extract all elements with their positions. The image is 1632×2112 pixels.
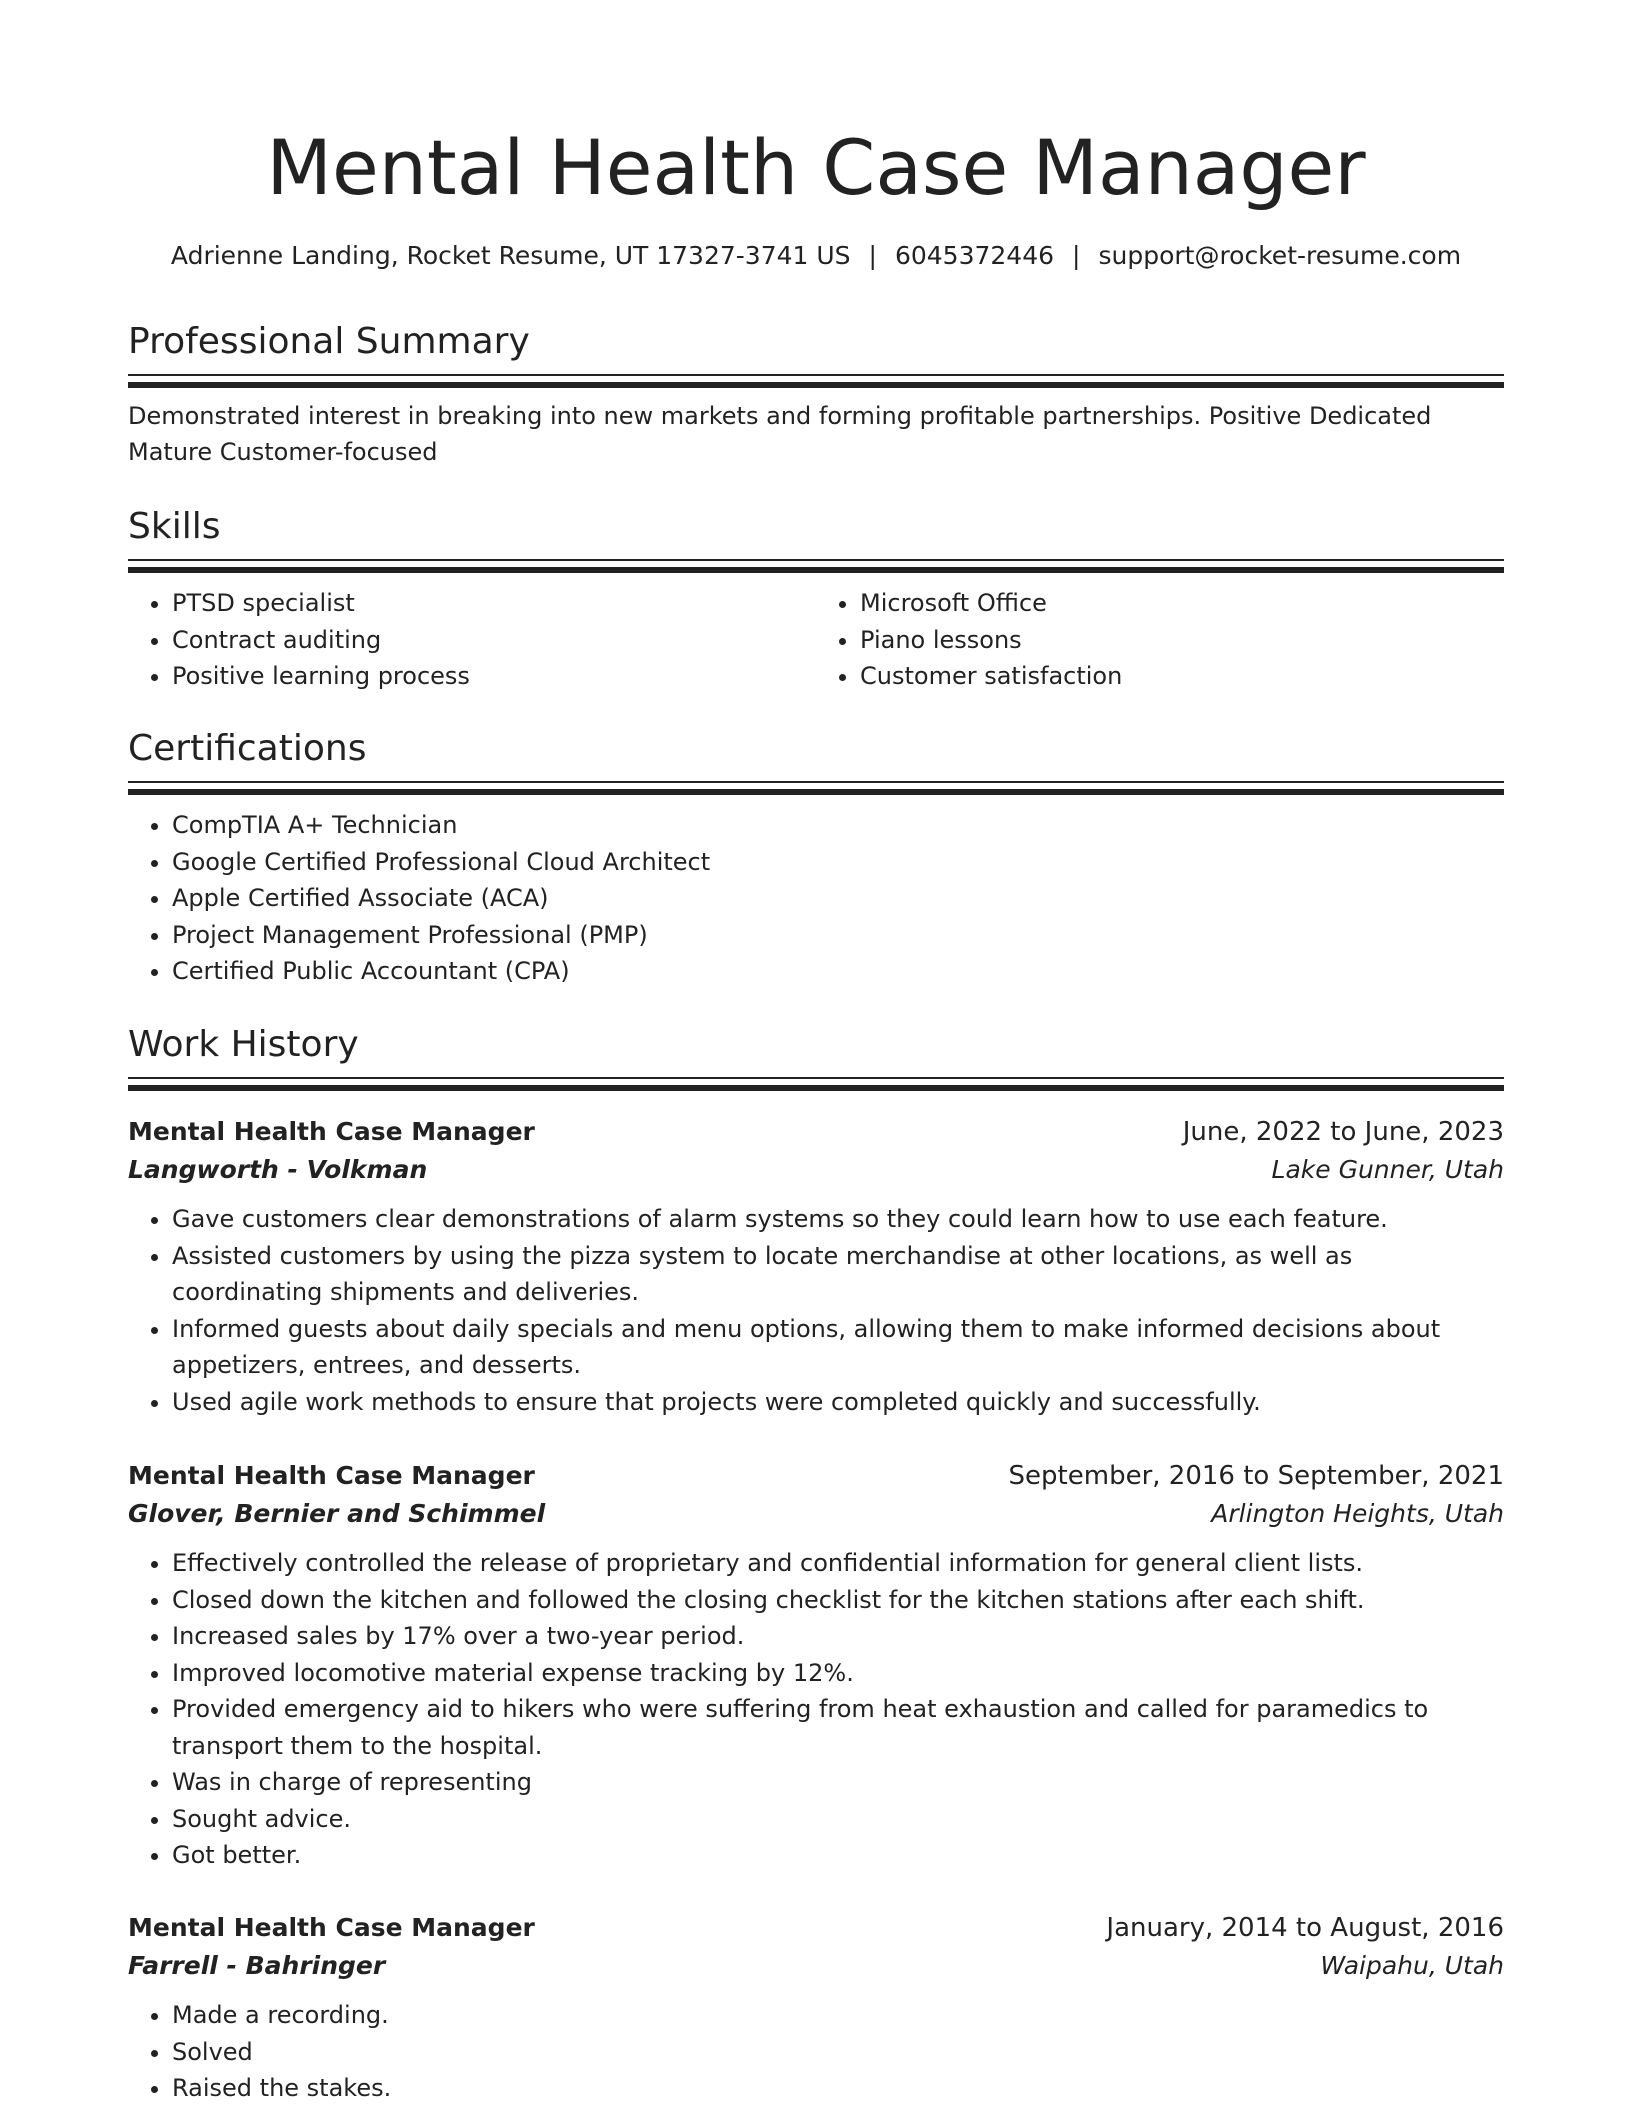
skills-list-left (128, 585, 816, 695)
contact-line (128, 238, 1504, 274)
list-item: • Assisted customers by using the pizza system to locate merchandise at other locations, as well as coordinating shipments and deliveries. (172, 1238, 1504, 1311)
list-item: • Used agile work methods to ensure that projects were completed quickly and successfully. (172, 1384, 1504, 1421)
section-rule-thick (128, 382, 1504, 388)
list-item: • Project Management Professional (PMP) (172, 917, 1504, 954)
job-subheader-row (128, 1495, 1504, 1533)
list-item: • Raised the stakes. (172, 2070, 1504, 2107)
list-item: • Got better. (172, 1837, 1504, 1874)
job-title: Mental Health Case Manager (128, 1461, 535, 1490)
list-item: • Customer satisfaction (860, 658, 1504, 695)
section-rule-thin (128, 1077, 1504, 1079)
list-item: • Effectively controlled the release of proprietary and confidential information for general client lists. (172, 1545, 1504, 1582)
list-item: • Increased sales by 17% over a two-year period. (172, 1618, 1504, 1655)
job-location: Lake Gunner, Utah (1271, 1155, 1504, 1184)
list-item: • Google Certified Professional Cloud Architect (172, 844, 1504, 881)
job-entry (128, 1909, 1504, 2107)
resume-page (128, 118, 1504, 274)
list-item: • Microsoft Office (860, 585, 1504, 622)
job-company: Langworth - Volkman (128, 1155, 428, 1184)
list-item: • Sought advice. (172, 1801, 1504, 1838)
list-item: • PTSD specialist (172, 585, 816, 622)
job-dates: September, 2016 to September, 2021 (1008, 1461, 1504, 1491)
section-rule-thin (128, 559, 1504, 561)
list-item: • Provided emergency aid to hikers who were suffering from heat exhaustion and called for paramedics to transport them to the hospital. (172, 1691, 1504, 1764)
summary-text: Demonstrated interest in breaking into new markets and forming profitable partnerships. Positive Dedicated Mature Customer-focused (128, 402, 1432, 466)
summary-section (128, 318, 1504, 470)
job-duties-list (128, 1545, 1504, 1874)
section-rule-thick (128, 789, 1504, 795)
job-header-row (128, 1113, 1504, 1151)
job-dates: January, 2014 to August, 2016 (1106, 1913, 1504, 1943)
skills-columns (128, 585, 1504, 695)
job-duties-list (128, 1997, 1504, 2107)
job-company: Glover, Bernier and Schimmel (128, 1499, 546, 1528)
section-rule-thin (128, 781, 1504, 783)
list-item: • Informed guests about daily specials and menu options, allowing them to make informed decisions about appetizers, entrees, and desserts. (172, 1311, 1504, 1384)
section-rule-thick (128, 567, 1504, 573)
list-item: • Piano lessons (860, 622, 1504, 659)
job-company: Farrell - Bahringer (128, 1951, 386, 1980)
job-location: Waipahu, Utah (1320, 1951, 1504, 1980)
job-header-row (128, 1457, 1504, 1495)
list-item: • Closed down the kitchen and followed the closing checklist for the kitchen stations after each shift. (172, 1582, 1504, 1619)
contact-separator: | (868, 241, 877, 270)
list-item: • Positive learning process (172, 658, 816, 695)
section-heading-certifications: Certifications (128, 728, 367, 769)
contact-address: Adrienne Landing, Rocket Resume, UT 17327-3741 US (170, 241, 851, 270)
list-item: • Gave customers clear demonstrations of alarm systems so they could learn how to use each feature. (172, 1201, 1504, 1238)
job-location: Arlington Heights, Utah (1211, 1499, 1504, 1528)
job-subheader-row (128, 1151, 1504, 1189)
job-duties-list (128, 1201, 1504, 1420)
job-subheader-row (128, 1947, 1504, 1985)
section-heading-skills: Skills (128, 506, 221, 547)
list-item: • Solved (172, 2034, 1504, 2071)
skills-section (128, 503, 1504, 695)
section-heading-summary: Professional Summary (128, 321, 530, 362)
contact-email: support@rocket-resume.com (1098, 241, 1462, 270)
job-dates: June, 2022 to June, 2023 (1182, 1117, 1504, 1147)
section-heading-work-history: Work History (128, 1024, 359, 1065)
section-rule-thick (128, 1085, 1504, 1091)
work-history-section (128, 1021, 1504, 1091)
skills-list-right (816, 585, 1504, 695)
contact-separator: | (1072, 241, 1081, 270)
list-item: • Apple Certified Associate (ACA) (172, 880, 1504, 917)
list-item: • Was in charge of representing (172, 1764, 1504, 1801)
resume-title: Mental Health Case Manager (266, 123, 1366, 212)
list-item: • Certified Public Accountant (CPA) (172, 953, 1504, 990)
list-item: • Improved locomotive material expense tracking by 12%. (172, 1655, 1504, 1692)
job-entry (128, 1457, 1504, 1874)
job-entry (128, 1113, 1504, 1420)
list-item: • Made a recording. (172, 1997, 1504, 2034)
job-title: Mental Health Case Manager (128, 1913, 535, 1942)
contact-phone: 6045372446 (894, 241, 1055, 270)
job-header-row (128, 1909, 1504, 1947)
list-item: • Contract auditing (172, 622, 816, 659)
certifications-section (128, 725, 1504, 990)
section-rule-thin (128, 374, 1504, 376)
list-item: • CompTIA A+ Technician (172, 807, 1504, 844)
certifications-list (128, 807, 1504, 990)
job-title: Mental Health Case Manager (128, 1117, 535, 1146)
